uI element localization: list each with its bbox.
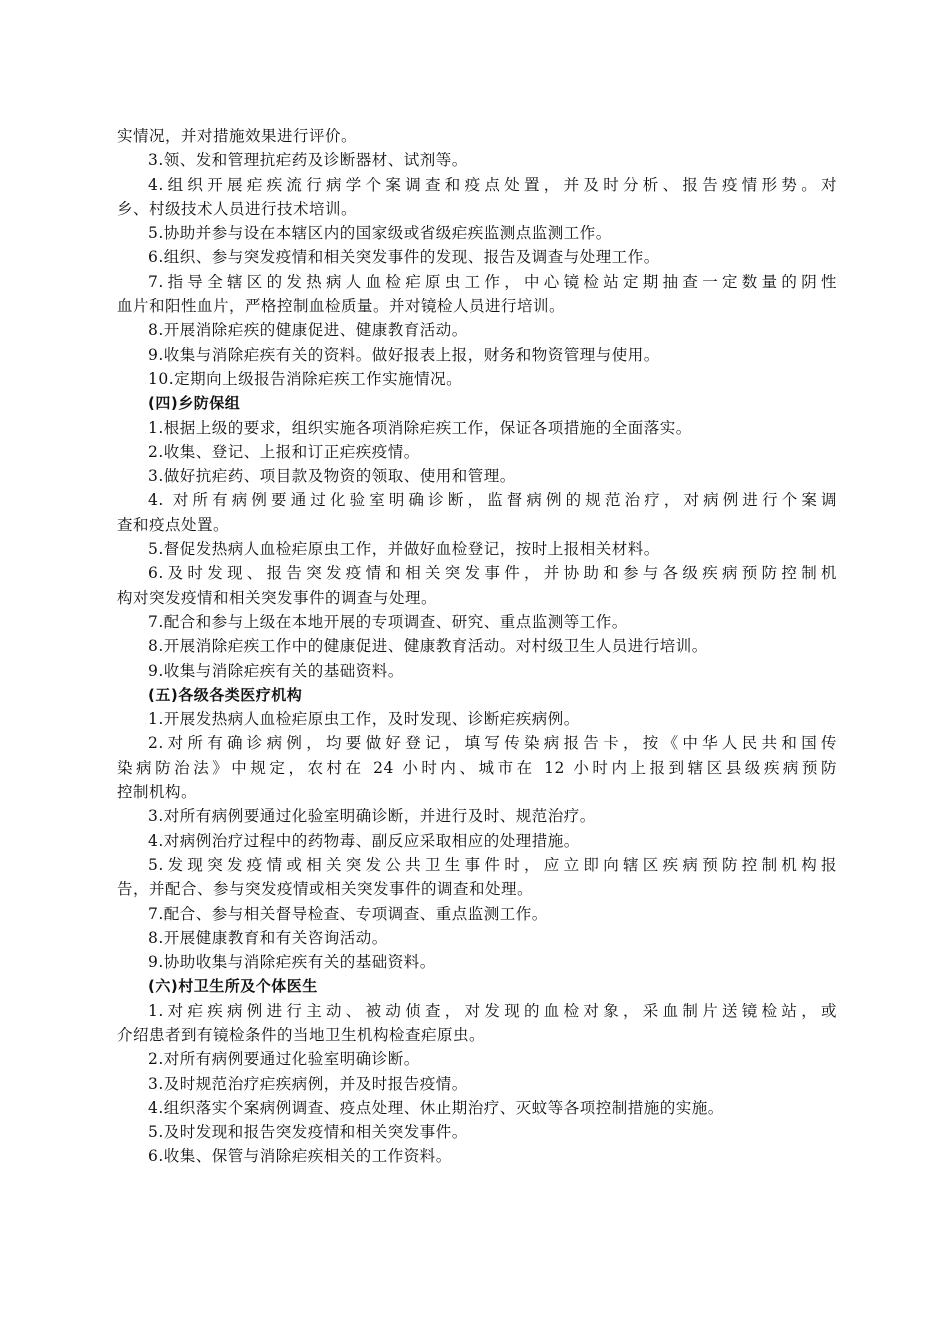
text-line: 染病防治法》中规定，农村在 24 小时内、城市在 12 小时内上报到辖区县级疾病预防 <box>117 758 837 777</box>
text-line: 1.根据上级的要求，组织实施各项消除疟疾工作，保证各项措施的全面落实。 <box>148 418 692 437</box>
text-line: 6.组织、参与突发疫情和相关突发事件的发现、报告及调查与处理工作。 <box>148 248 660 267</box>
text-line: 7.指导全辖区的发热病人血检疟原虫工作，中心镜检站定期抽查一定数量的阴性 <box>148 272 837 291</box>
text-line: 4.组织开展疟疾流行病学个案调查和疫点处置，并及时分析、报告疫情形势。对 <box>148 175 837 194</box>
text-line: 7.配合、参与相关督导检查、专项调查、重点监测工作。 <box>148 904 548 923</box>
text-line: 9.收集与消除疟疾有关的资料。做好报表上报，财务和物资管理与使用。 <box>148 345 660 364</box>
text-line: 3.对所有病例要通过化验室明确诊断，并进行及时、规范治疗。 <box>148 807 596 826</box>
text-line: 1.开展发热病人血检疟原虫工作，及时发现、诊断疟疾病例。 <box>148 710 580 729</box>
text-line: 3.及时规范治疗疟疾病例，并及时报告疫情。 <box>148 1074 468 1093</box>
text-line: 9.收集与消除疟疾有关的基础资料。 <box>148 661 404 680</box>
text-line: 5.协助并参与设在本辖区内的国家级或省级疟疾监测点监测工作。 <box>148 224 612 243</box>
text-line: 10.定期向上级报告消除疟疾工作实施情况。 <box>148 369 463 388</box>
section-heading: (五)各级各类医疗机构 <box>148 685 303 704</box>
text-line: 6.收集、保管与消除疟疾相关的工作资料。 <box>148 1147 452 1166</box>
text-line: 介绍患者到有镜检条件的当地卫生机构检查疟原虫。 <box>117 1025 486 1044</box>
text-line: 9.协助收集与消除疟疾有关的基础资料。 <box>148 953 436 972</box>
text-line: 1.对疟疾病例进行主动、被动侦查，对发现的血检对象，采血制片送镜检站，或 <box>148 1001 837 1020</box>
text-line: 构对突发疫情和相关突发事件的调查与处理。 <box>117 588 438 607</box>
text-line: 8.开展消除疟疾工作中的健康促进、健康教育活动。对村级卫生人员进行培训。 <box>148 637 708 656</box>
section-heading: (六)村卫生所及个体医生 <box>148 977 318 996</box>
text-line: 6.及时发现、报告突发疫情和相关突发事件，并协助和参与各级疾病预防控制机 <box>148 564 837 583</box>
text-line: 4.组织落实个案病例调查、疫点处理、休止期治疗、灭蚊等各项控制措施的实施。 <box>148 1098 724 1117</box>
text-line: 查和疫点处置。 <box>117 515 230 534</box>
text-line: 乡、村级技术人员进行技术培训。 <box>117 199 358 218</box>
text-line: 5.及时发现和报告突发疫情和相关突发事件。 <box>148 1123 468 1142</box>
text-line: 5.督促发热病人血检疟原虫工作，并做好血检登记，按时上报相关材料。 <box>148 540 660 559</box>
text-line: 控制机构。 <box>117 783 198 802</box>
text-line: 3.领、发和管理抗疟药及诊断器材、试剂等。 <box>148 151 468 170</box>
text-line: 血片和阳性血片，严格控制血检质量。并对镜检人员进行培训。 <box>117 297 566 316</box>
text-line: 2.对所有病例要通过化验室明确诊断。 <box>148 1050 420 1069</box>
text-line: 4. 对所有病例要通过化验室明确诊断，监督病例的规范治疗，对病例进行个案调 <box>148 491 837 510</box>
section-heading: (四)乡防保组 <box>148 394 241 413</box>
text-line: 5.发现突发疫情或相关突发公共卫生事件时，应立即向辖区疾病预防控制机构报 <box>148 855 837 874</box>
text-line: 告，并配合、参与突发疫情或相关突发事件的调查和处理。 <box>117 880 534 899</box>
text-line: 2.对所有确诊病例，均要做好登记，填写传染病报告卡，按《中华人民共和国传 <box>148 734 837 753</box>
document-body <box>117 124 837 1169</box>
text-line: 3.做好抗疟药、项目款及物资的领取、使用和管理。 <box>148 467 516 486</box>
text-line: 7.配合和参与上级在本地开展的专项调查、研究、重点监测等工作。 <box>148 612 628 631</box>
text-line: 实情况，并对措施效果进行评价。 <box>117 127 358 145</box>
text-line: 2.收集、登记、上报和订正疟疾疫情。 <box>148 442 420 461</box>
text-line: 8.开展消除疟疾的健康促进、健康教育活动。 <box>148 321 468 340</box>
text-line: 4.对病例治疗过程中的药物毒、副反应采取相应的处理措施。 <box>148 831 580 850</box>
text-line: 8.开展健康教育和有关咨询活动。 <box>148 928 388 947</box>
